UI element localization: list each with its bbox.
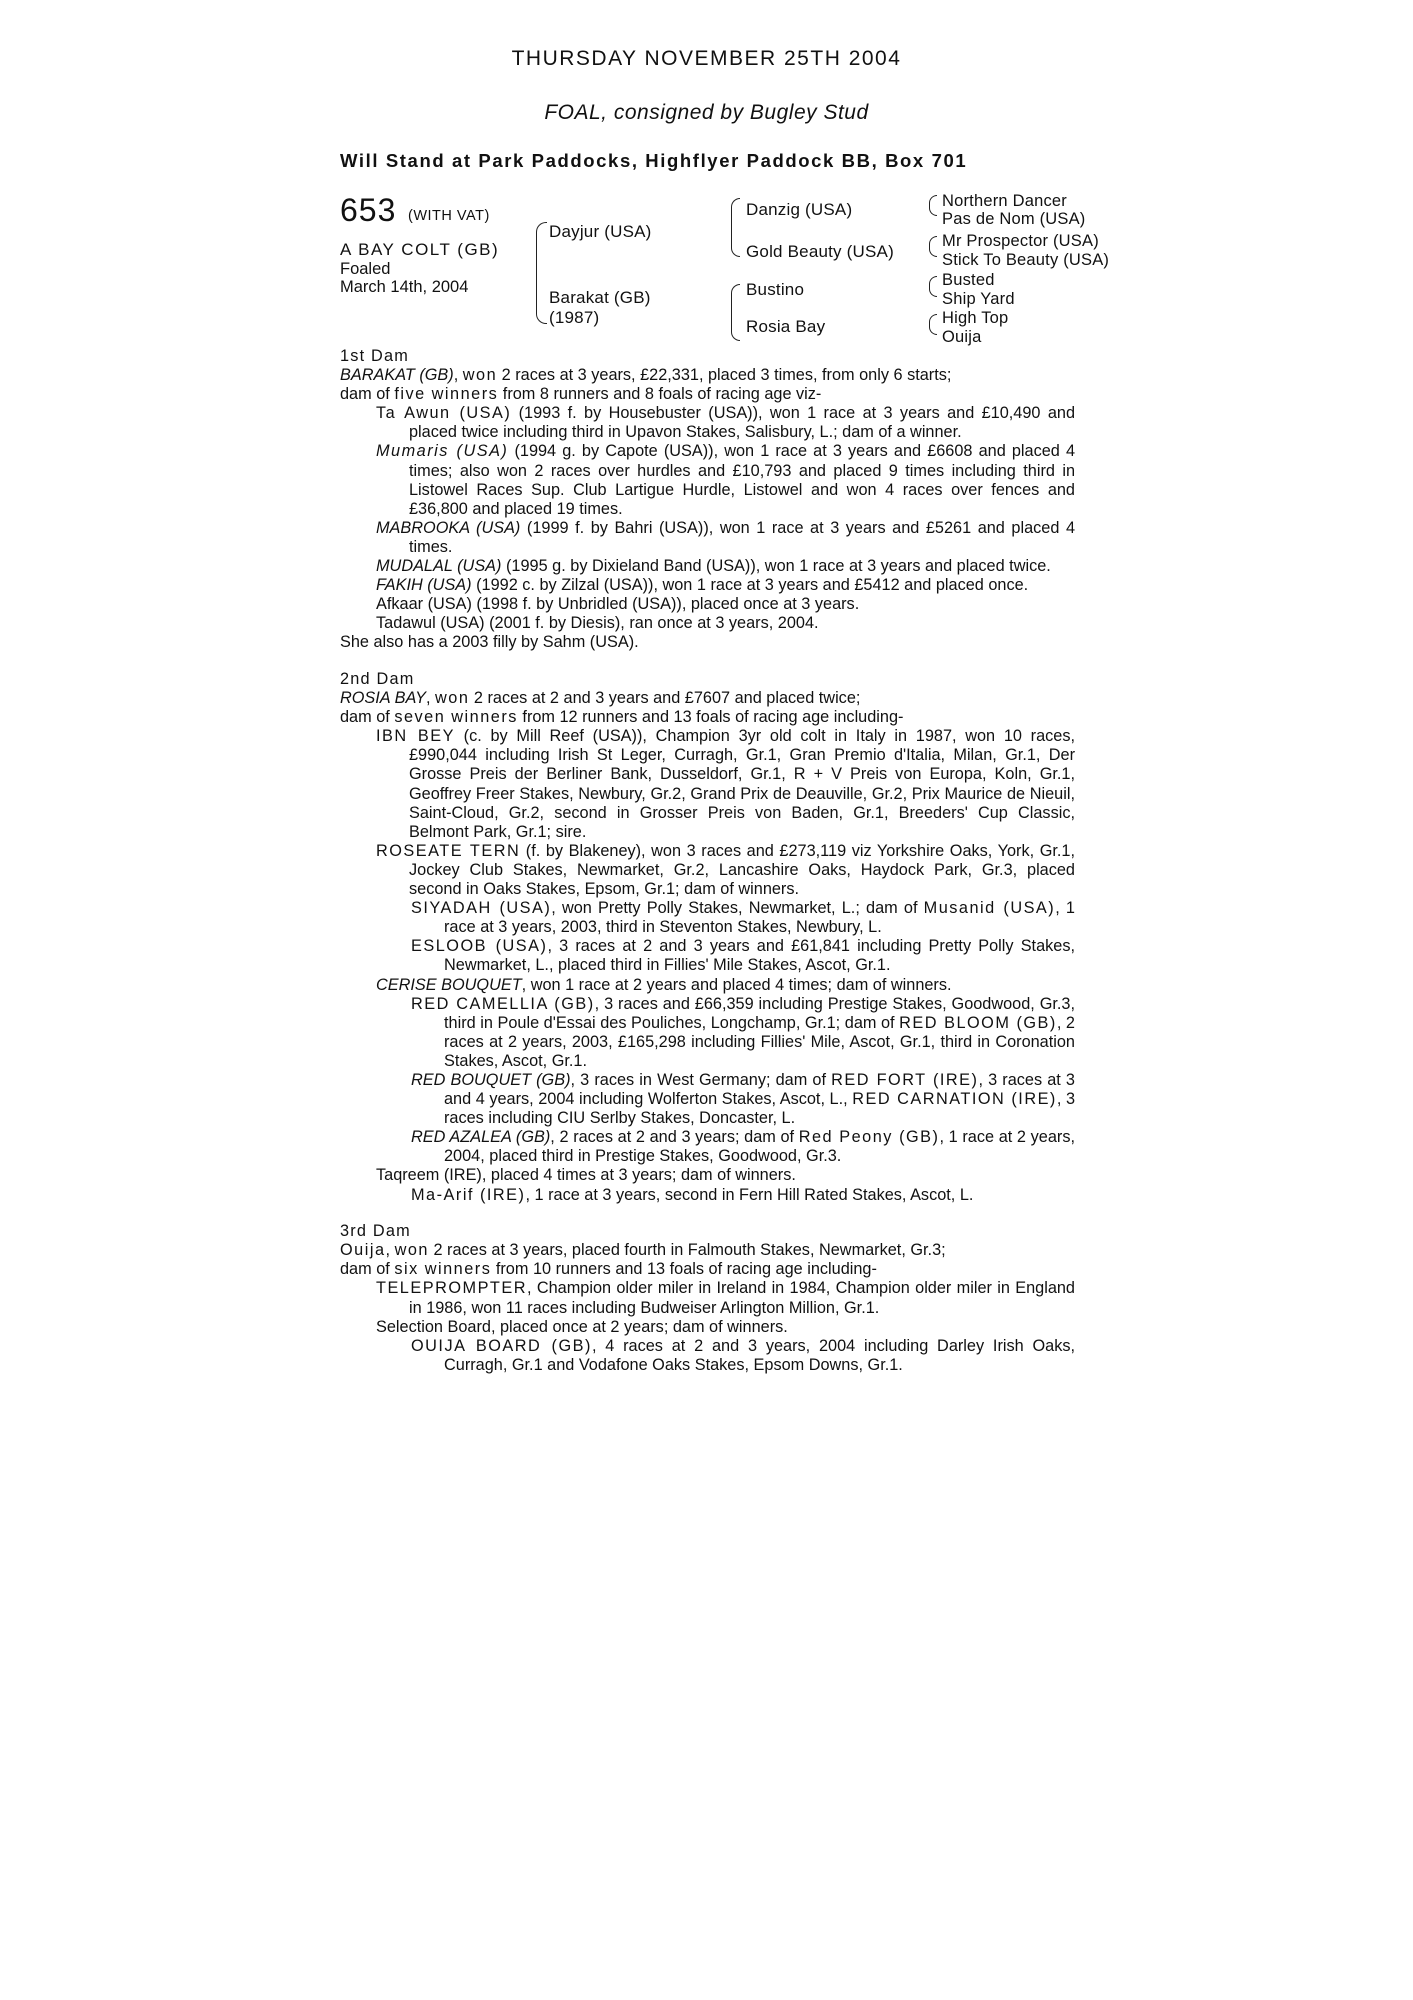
produce-entry: IBN BEY (c. by Mill Reef (USA)), Champion 3yr old colt in Italy in 1987, won 10 races, £990,044 including Irish St Leger, Curragh, Gr.1, Gran Premio d'Italia, Milan, Gr.1, Der Grosse Preis der Berliner Bank, Dusseldorf, Gr.1, R + V Preis von Europa, Koln, Gr.1, Geoffrey Freer Stakes, Newbury, Gr.2, Grand Prix de Deauville, Gr.2, Prix Maurice de Nieuil, Saint-Cloud, Gr.2, second in Grosser Preis von Baden, Gr.1, Breeders' Cup Classic, Belmont Park, Gr.1; sire.: [376, 727, 1075, 841]
first-dam-footer: She also has a 2003 filly by Sahm (USA).: [340, 633, 639, 652]
produce-entry: Afkaar (USA) (1998 f. by Unbridled (USA)), placed once at 3 years.: [376, 595, 860, 614]
first-dam-name: BARAKAT (GB): [340, 366, 454, 385]
pedigree-g3-3: Mr Prospector (USA): [942, 232, 1099, 250]
second-dam-heading: 2nd Dam: [340, 670, 415, 688]
pedigree-g3-8: Ouija: [942, 328, 982, 346]
pedigree-brace-sire-line: [731, 198, 740, 229]
pedigree-g3-4: Stick To Beauty (USA): [942, 251, 1110, 269]
second-dam-summary: dam of seven winners from 12 runners and 13 foals of racing age including-: [340, 708, 904, 727]
pedigree-sire-dam: Gold Beauty (USA): [746, 242, 894, 261]
produce-entry: TELEPROMPTER, Champion older miler in Ireland in 1984, Champion older miler in England in 1986, won 11 races including Budweiser Arlington Million, Gr.1.: [376, 1279, 1075, 1317]
pedigree-dam-dam: Rosia Bay: [746, 317, 826, 336]
produce-entry: CERISE BOUQUET, won 1 race at 2 years and placed 4 times; dam of winners.: [376, 975, 952, 994]
pedigree-brace-dam-line-lower: [731, 312, 740, 341]
sale-date: THURSDAY NOVEMBER 25TH 2004: [511, 47, 902, 70]
second-dam-name: ROSIA BAY: [340, 689, 426, 708]
produce-entry: RED AZALEA (GB), 2 races at 2 and 3 years; dam of Red Peony (GB), 1 race at 2 years, 2004, placed third in Prestige Stakes, Goodwood, Gr.3.: [411, 1128, 1075, 1166]
pedigree-brace-g3-4b: [929, 324, 937, 335]
produce-entry: Tadawul (USA) (2001 f. by Diesis), ran once at 3 years, 2004.: [376, 614, 819, 633]
foaled-label: Foaled: [340, 260, 391, 278]
pedigree-sire: Dayjur (USA): [549, 222, 652, 241]
pedigree-g3-2: Pas de Nom (USA): [942, 210, 1086, 228]
produce-entry: Mumaris (USA) (1994 g. by Capote (USA)), won 1 race at 3 years and £6608 and placed 4 times; also won 2 races over hurdles and £10,793 and placed 9 times including third in Listowel Races Sup. Club Lartigue Hurdle, Listowel and won 4 races over fences and £36,800 and placed 19 times.: [376, 442, 1076, 518]
lot-description: A BAY COLT (GB): [340, 240, 500, 259]
first-dam-heading: 1st Dam: [340, 347, 410, 365]
pedigree-brace-dam: [536, 277, 547, 324]
pedigree-sire-sire: Danzig (USA): [746, 200, 853, 219]
produce-entry: MABROOKA (USA) (1999 f. by Bahri (USA)), won 1 race at 3 years and £5261 and placed 4 times.: [376, 518, 1075, 556]
produce-entry: RED BOUQUET (GB), 3 races in West Germany; dam of RED FORT (IRE), 3 races at 3 and 4 years, 2004 including Wolferton Stakes, Ascot, L., RED CARNATION (IRE), 3 races including CIU Serlby Stakes, Doncaster, L.: [411, 1070, 1075, 1128]
third-dam-heading: 3rd Dam: [340, 1222, 411, 1241]
third-dam-name: Ouija: [340, 1241, 386, 1260]
pedigree-g3-5: Busted: [942, 271, 995, 289]
second-dam-intro: ROSIA BAY, won 2 races at 2 and 3 years and £7607 and placed twice;: [340, 689, 861, 708]
consignment-line: FOAL, consigned by Bugley Stud: [544, 101, 869, 124]
produce-entry: ESLOOB (USA), 3 races at 2 and 3 years and £61,841 including Pretty Polly Stakes, Newmarket, L., placed third in Fillies' Mile Stakes, Ascot, Gr.1.: [411, 937, 1075, 975]
produce-entry: Ma-Arif (IRE), 1 race at 3 years, second in Fern Hill Rated Stakes, Ascot, L.: [411, 1185, 974, 1204]
produce-entry: MUDALAL (USA) (1995 g. by Dixieland Band (USA)), won 1 race at 3 years and placed twice.: [376, 557, 1051, 576]
stabling-location: Will Stand at Park Paddocks, Highflyer Paddock BB, Box 701: [340, 150, 968, 171]
produce-entry: RED CAMELLIA (GB), 3 races and £66,359 including Prestige Stakes, Goodwood, Gr.3, third in Poule d'Essai des Pouliches, Longchamp, Gr.1; dam of RED BLOOM (GB), 2 races at 2 years, 2003, £165,298 including Fillies' Mile, Ascot, Gr.1, third in Coronation Stakes, Ascot, Gr.1.: [411, 994, 1075, 1070]
produce-entry: OUIJA BOARD (GB), 4 races at 2 and 3 years, 2004 including Darley Irish Oaks, Curragh, Gr.1 and Vodafone Oaks Stakes, Epsom Downs, Gr.1.: [411, 1336, 1076, 1374]
pedigree-brace-sire-line-lower: [731, 228, 740, 257]
pedigree-brace-sire: [536, 222, 547, 278]
produce-entry: SIYADAH (USA), won Pretty Polly Stakes, Newmarket, L.; dam of Musanid (USA), 1 race at 3 years, 2003, third in Steventon Stakes, Newbury, L.: [411, 899, 1075, 937]
first-dam-intro: BARAKAT (GB), won 2 races at 3 years, £22,331, placed 3 times, from only 6 starts;: [340, 366, 952, 385]
produce-entry: FAKIH (USA) (1992 c. by Zilzal (USA)), won 1 race at 3 years and £5412 and placed once.: [376, 576, 1029, 595]
produce-entry: Taqreem (IRE), placed 4 times at 3 years; dam of winners.: [376, 1166, 796, 1185]
pedigree-g3-6: Ship Yard: [942, 290, 1015, 308]
vat-note: (WITH VAT): [408, 208, 490, 224]
foaled-date: March 14th, 2004: [340, 278, 469, 296]
produce-record: [340, 347, 1075, 1375]
produce-entry: Selection Board, placed once at 2 years; dam of winners.: [376, 1317, 788, 1336]
lot-number: 653: [340, 192, 397, 228]
pedigree-brace-dam-line: [731, 284, 740, 313]
pedigree-dam-sire: Bustino: [746, 280, 805, 299]
produce-entry: ROSEATE TERN (f. by Blakeney), won 3 races and £273,119 viz Yorkshire Oaks, York, Gr.1, Jockey Club Stakes, Newmarket, Gr.2, Lancashire Oaks, Haydock Park, Gr.3, placed second in Oaks Stakes, Epsom, Gr.1; dam of winners.: [376, 841, 1075, 899]
first-dam-summary: dam of five winners from 8 runners and 8 foals of racing age viz-: [340, 385, 822, 404]
pedigree-brace-g3-2b: [929, 246, 937, 257]
pedigree-g3-7: High Top: [942, 309, 1009, 327]
pedigree-g3-1: Northern Dancer: [942, 192, 1067, 210]
produce-entry: Ta Awun (USA) (1993 f. by Housebuster (USA)), won 1 race at 3 years and £10,490 and placed twice including third in Upavon Stakes, Salisbury, L.; dam of a winner.: [376, 404, 1075, 442]
pedigree-brace-g3-3b: [929, 286, 937, 297]
pedigree-dam: Barakat (GB): [549, 288, 651, 307]
third-dam-intro: Ouija, won 2 races at 3 years, placed fourth in Falmouth Stakes, Newmarket, Gr.3;: [340, 1241, 946, 1260]
pedigree-dam-year: (1987): [549, 308, 600, 327]
pedigree-brace-g3-1b: [929, 205, 937, 216]
third-dam-summary: dam of six winners from 10 runners and 13 foals of racing age including-: [340, 1260, 877, 1279]
